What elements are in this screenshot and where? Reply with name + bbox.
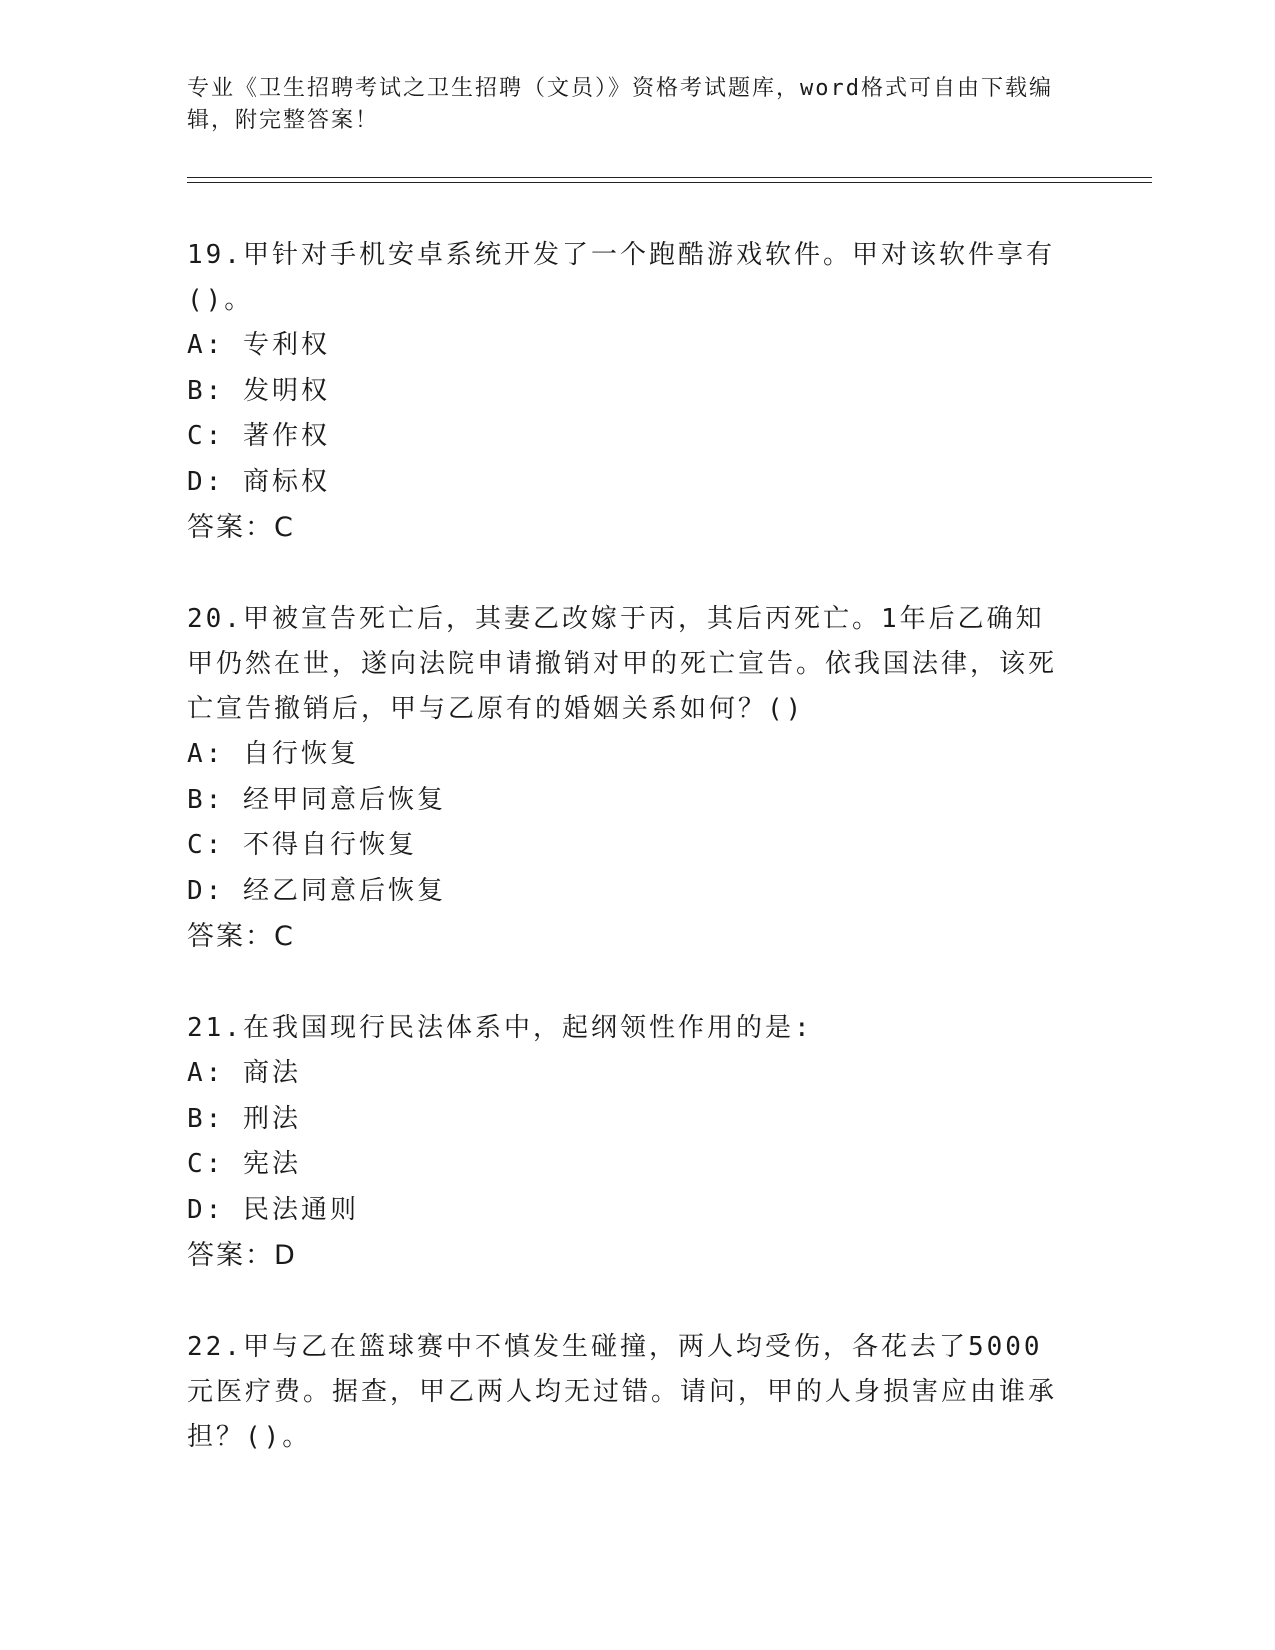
header-divider-top (187, 177, 1152, 178)
option-c: C: 不得自行恢复 (187, 830, 417, 860)
option-a: A: 自行恢复 (187, 739, 359, 769)
question-21 (187, 1006, 1067, 1279)
header-divider-bottom (187, 182, 1152, 183)
question-19 (187, 233, 1067, 551)
document-header: 专业《卫生招聘考试之卫生招聘（文员）》资格考试题库，word格式可自由下载编辑，附完整答案！ (187, 76, 1053, 133)
option-c: C: 著作权 (187, 421, 330, 451)
question-stem: 19.甲针对手机安卓系统开发了一个跑酷游戏软件。甲对该软件享有()。 (187, 240, 1055, 315)
option-d: D: 经乙同意后恢复 (187, 875, 446, 906)
answer-line: 答案：D (187, 1240, 297, 1271)
answer-line: 答案：C (187, 512, 295, 543)
option-b: B: 发明权 (187, 375, 330, 406)
question-stem: 22.甲与乙在篮球赛中不慎发生碰撞，两人均受伤，各花去了5000元医疗费。据查，甲乙两人均无过错。请问，甲的人身损害应由谁承担？()。 (187, 1332, 1058, 1452)
option-d: D: 商标权 (187, 466, 330, 497)
option-b: B: 刑法 (187, 1103, 301, 1134)
option-c: C: 宪法 (187, 1149, 301, 1179)
option-a: A: 专利权 (187, 330, 330, 360)
option-b: B: 经甲同意后恢复 (187, 784, 446, 815)
option-a: A: 商法 (187, 1058, 301, 1088)
question-20 (187, 597, 1067, 960)
answer-line: 答案：C (187, 921, 295, 952)
option-d: D: 民法通则 (187, 1194, 359, 1225)
question-stem: 21.在我国现行民法体系中，起纲领性作用的是: (187, 1013, 813, 1043)
question-stem: 20.甲被宣告死亡后，其妻乙改嫁于丙，其后丙死亡。1年后乙确知甲仍然在世，遂向法院申请撤销对甲的死亡宣告。依我国法律，该死亡宣告撤销后，甲与乙原有的婚姻关系如何？() (187, 604, 1058, 724)
question-22 (187, 1325, 1067, 1460)
